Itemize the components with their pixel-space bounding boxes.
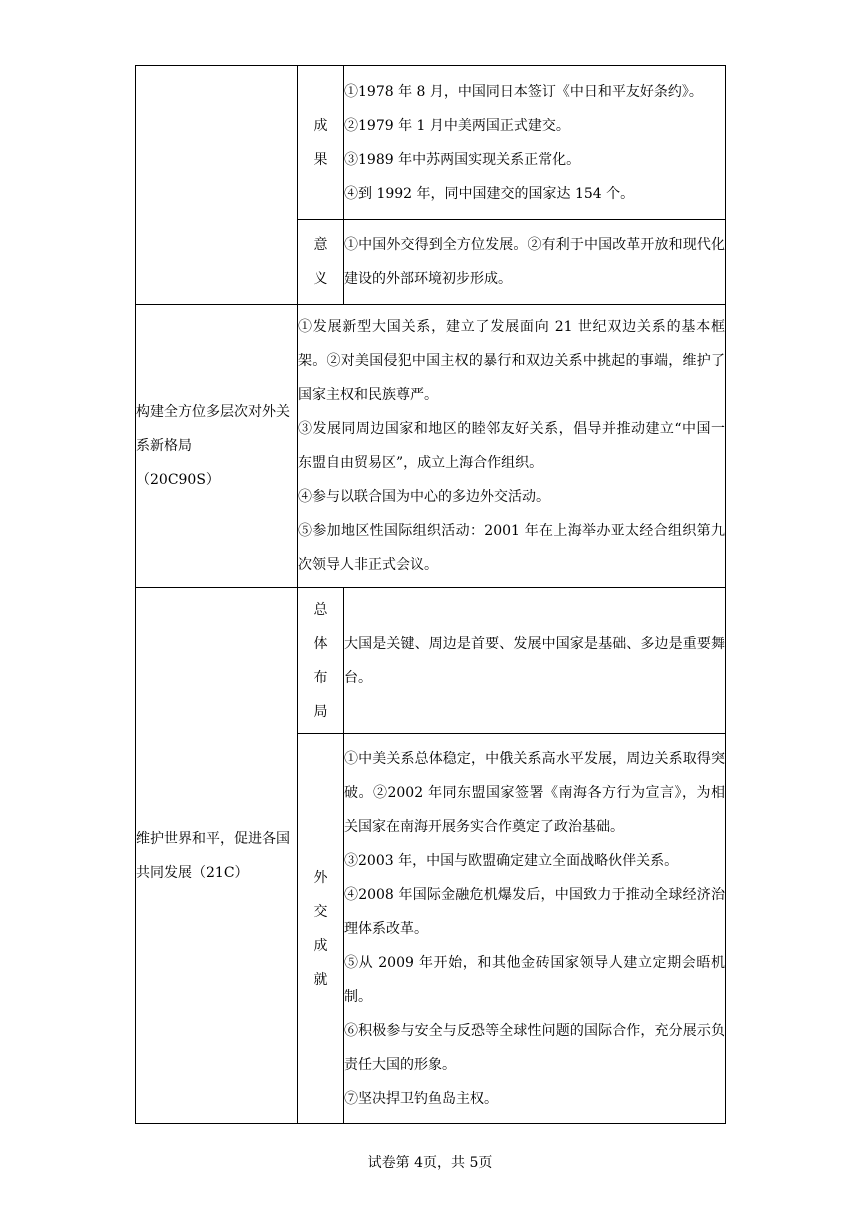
overall-layout-content: [344, 588, 726, 734]
list-item: ⑤从 2009 年开始，和其他金砖国家领导人建立定期会晤机制。: [344, 954, 725, 1005]
topic-cell: [136, 588, 298, 1124]
list-item: ①中国外交得到全方位发展。②有利于中国改革开放和现代化建设的外部环境初步形成。: [344, 237, 725, 287]
history-table: [135, 65, 726, 1124]
achievements-label: 外 交 成 就: [298, 734, 344, 1124]
table-row: [136, 66, 726, 220]
list-item: ②1979 年 1 月中美两国正式建交。: [344, 117, 570, 134]
list-item: ①发展新型大国关系，建立了发展面向 21 世纪双边关系的基本框架。②对美国侵犯中国主权的暴行和双边关系中挑起的事端，维护了国家主权和民族尊严。: [298, 319, 725, 403]
list-item: ①中美关系总体稳定，中俄关系高水平发展，周边关系取得突破。②2002 年同东盟国家签署《南海各方行为宣言》，为相关国家在南海开展务实合作奠定了政治基础。: [344, 750, 725, 835]
table-row: [136, 305, 726, 588]
significance-content: [344, 220, 726, 305]
overall-layout-label: 总 体 布 局: [298, 588, 344, 734]
table-row: [136, 588, 726, 734]
page-footer: 试卷第 4页，共 5页: [367, 1155, 493, 1171]
list-item: ④到 1992 年，同中国建交的国家达 154 个。: [344, 185, 635, 202]
list-item: ①1978 年 8 月，中国同日本签订《中日和平友好条约》。: [344, 83, 703, 100]
results-content: [344, 66, 726, 220]
list-item: ③发展同周边国家和地区的睦邻友好关系，倡导并推动建立“中国一东盟自由贸易区”，成立上海合作组织。: [298, 421, 725, 471]
list-item: ⑥积极参与安全与反恐等全球性问题的国际合作，充分展示负责任大国的形象。: [344, 1022, 725, 1073]
list-item: ④2008 年国际金融危机爆发后，中国致力于推动全球经济治理体系改革。: [344, 886, 725, 937]
topic-period: （20C90S）: [136, 472, 220, 488]
list-item: ③2003 年，中国与欧盟确定建立全面战略伙伴关系。: [344, 852, 679, 869]
topic-cell: [136, 305, 298, 588]
topic-title: 维护世界和平，促进各国共同发展（21C）: [136, 830, 290, 881]
list-item: ⑤参加地区性国际组织活动：2001 年在上海举办亚太经合组织第九次领导人非正式会议。: [298, 523, 725, 573]
topic-title: 构建全方位多层次对外关系新格局: [136, 404, 290, 454]
topic-cell-empty: [136, 66, 298, 305]
significance-label: 意 义: [298, 220, 344, 305]
list-item: ③1989 年中苏两国实现关系正常化。: [344, 151, 581, 168]
list-item: 大国是关键、周边是首要、发展中国家是基础、多边是重要舞台。: [344, 635, 725, 686]
achievements-content: [344, 734, 726, 1124]
list-item: ⑦坚决捍卫钓鱼岛主权。: [344, 1090, 498, 1107]
results-label: 成 果: [298, 66, 344, 220]
topic-content: [298, 305, 726, 588]
list-item: ④参与以联合国为中心的多边外交活动。: [298, 489, 550, 505]
